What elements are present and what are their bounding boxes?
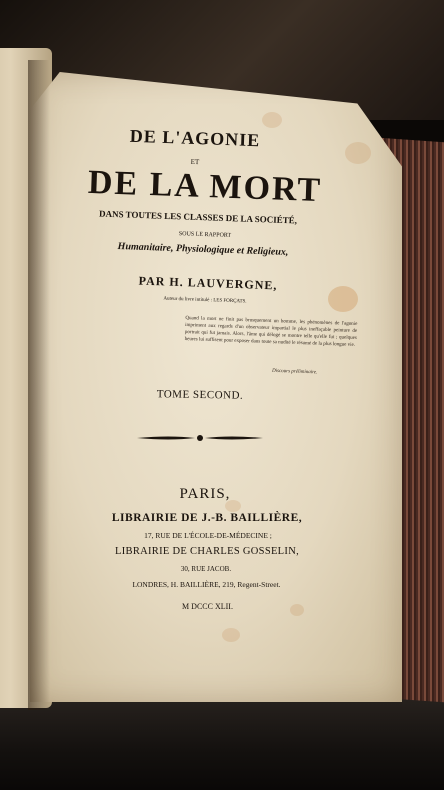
subtitle-italic: Humanitaire, Physiologique et Religieux, [117, 241, 289, 258]
imprint-city: PARIS, [179, 486, 231, 502]
subtitle-small: SOUS LE RAPPORT [178, 231, 232, 239]
publisher-2: LIBRAIRIE DE CHARLES GOSSELIN, [115, 546, 299, 557]
foxing-stain [262, 112, 282, 128]
epigraph-attribution: Discours préliminaire. [271, 368, 318, 376]
publication-year: M DCCC XLII. [182, 602, 233, 611]
title-line-3: DE LA MORT [87, 163, 323, 210]
title-line-1: DE L'AGONIE [129, 125, 261, 151]
table-surface [0, 690, 444, 790]
subtitle-line: DANS TOUTES LES CLASSES DE LA SOCIÉTÉ, [98, 208, 298, 226]
foxing-stain [345, 142, 371, 164]
foxing-stain [222, 628, 240, 642]
spine-shadow [28, 60, 50, 710]
title-line-2: ET [190, 157, 200, 167]
foxing-stain [328, 286, 358, 312]
author: PAR H. LAUVERGNE, [138, 273, 278, 293]
author-note: Auteur du livre intitulé : LES FORÇATS. [163, 296, 247, 305]
publisher-1: LIBRAIRIE DE J.-B. BAILLIÈRE, [111, 512, 303, 524]
volume-label: TOME SECOND. [156, 388, 244, 402]
london-publisher: LONDRES, H. BAILLIÈRE, 219, Regent-Street. [132, 580, 281, 589]
publisher-2-address: 30, RUE JACOB. [180, 565, 232, 573]
ornament-rule [135, 430, 265, 446]
publisher-1-address: 17, RUE DE L'ÉCOLE-DE-MÉDECINE ; [144, 531, 272, 540]
epigraph: Quand la mort ne finit pas brusquement un homme, les phénomènes de l'agonie impriment aux regards d'un observateur impartial le plus ineffaçable peinture de portrait qui fut jamais. Alors, l'âme qui délogé se montre telle qu'elle fut ; quelques heures lui suffisent pour exposer dans toute sa nudité le résumé de la plus longue vie. [184, 316, 358, 348]
foxing-stain [290, 604, 304, 616]
